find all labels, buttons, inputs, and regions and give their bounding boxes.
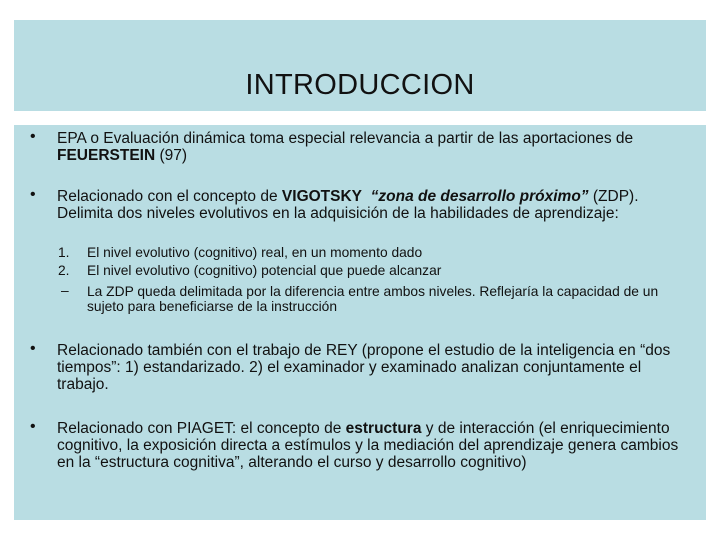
sub-item: El nivel evolutivo (cognitivo) potencial que puede alcanzar bbox=[87, 263, 442, 278]
bullet-space bbox=[362, 188, 371, 205]
bullet-marker: • bbox=[30, 128, 36, 145]
bullet-text: (97) bbox=[155, 147, 188, 164]
bullet-piaget bbox=[57, 420, 687, 471]
bullet-marker: • bbox=[30, 418, 36, 435]
title-panel bbox=[14, 20, 706, 111]
slide-title: INTRODUCCION bbox=[245, 69, 475, 101]
bullet-text: Relacionado con PIAGET: el concepto de bbox=[57, 420, 346, 437]
sub-item: El nivel evolutivo (cognitivo) real, en un momento dado bbox=[87, 245, 423, 260]
bullet-bold: VIGOTSKY bbox=[281, 188, 363, 205]
bullet-rey: Relacionado también con el trabajo de REY (propone el estudio de la inteligencia en “dos tiempos”: 1) estandarizado. 2) el examinador y examinado analizan conjuntamente el trabajo. bbox=[57, 342, 671, 393]
bullet-text: EPA o Evaluación dinámica toma especial relevancia a partir de las aportaciones de bbox=[57, 130, 634, 147]
bullet-italic: “zona de desarrollo próximo” bbox=[370, 188, 589, 205]
sub-marker: – bbox=[61, 283, 69, 298]
bullet-text: y de interacción (el enriquecimiento cognitivo, la exposición directa a estímulos y la mediación del aprendizaje genera cambios en la “estructura cognitiva”, alterando el curso y desarrollo cognitivo) bbox=[57, 420, 679, 471]
bullet-bold: estructura bbox=[345, 420, 422, 437]
bullet-text: (ZDP). Delimita dos niveles evolutivos en la adquisición de la habilidades de aprendizaje: bbox=[57, 188, 639, 222]
bullet-vigotsky bbox=[57, 188, 687, 222]
bullet-text: Relacionado con el concepto de bbox=[57, 188, 282, 205]
bullet-marker: • bbox=[30, 186, 36, 203]
sub-marker: 1. bbox=[58, 245, 70, 260]
bullet-marker: • bbox=[30, 340, 36, 357]
bullet-bold: FEUERSTEIN bbox=[57, 147, 156, 164]
sub-item: La ZDP queda delimitada por la diferencia entre ambos niveles. Reflejaría la capacidad de un sujeto para beneficiarse de la instrucción bbox=[87, 284, 659, 314]
bullet-feuerstein bbox=[57, 130, 687, 164]
sub-marker: 2. bbox=[58, 263, 70, 278]
